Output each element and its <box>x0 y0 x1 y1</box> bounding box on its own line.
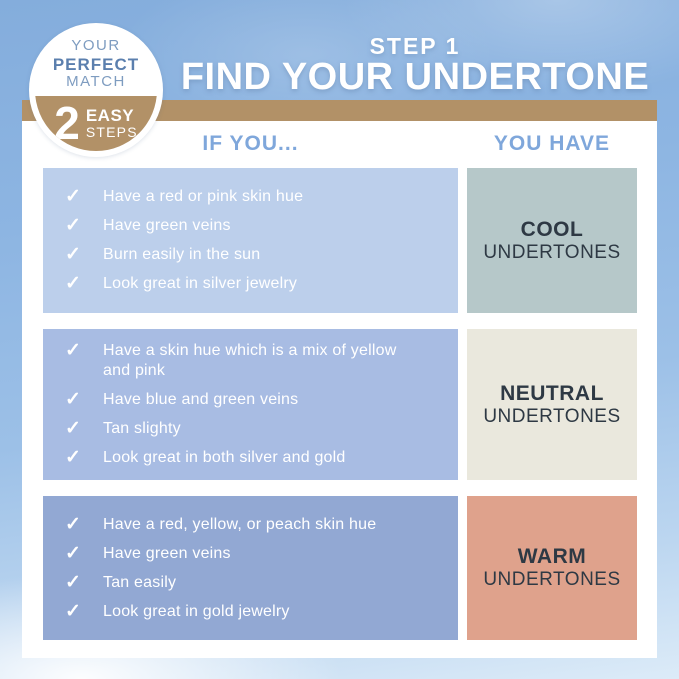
checkmark-icon: ✓ <box>65 571 81 593</box>
checklist-item-text: Tan easily <box>103 573 177 591</box>
checklist-item <box>65 544 458 564</box>
badge-line-perfect: PERFECT <box>52 54 140 74</box>
checklist-item-text: Have a red or pink skin hue <box>103 188 304 205</box>
checklist-box-cool <box>43 168 458 313</box>
badge-steps-label <box>86 107 138 140</box>
checklist-item-text: Have green veins <box>103 217 231 234</box>
checkmark-icon: ✓ <box>65 340 81 361</box>
checkmark-icon: ✓ <box>65 418 81 439</box>
checkmark-icon: ✓ <box>65 513 81 535</box>
badge-line-your: YOUR <box>71 37 121 54</box>
result-subtitle: UNDERTONES <box>483 569 621 591</box>
checkmark-icon: ✓ <box>65 215 81 236</box>
result-word: NEUTRAL <box>500 381 604 405</box>
badge-circle <box>35 29 157 151</box>
badge-steps-word: STEPS <box>85 123 138 140</box>
checklist-item <box>65 515 458 535</box>
checklist-item-text: Have blue and green veins <box>103 391 299 408</box>
checklist-item <box>65 274 458 294</box>
checklist-item <box>65 573 458 593</box>
result-box-cool <box>467 168 637 313</box>
checklist-item-text: Have a red, yellow, or peach skin hue <box>103 515 377 533</box>
checkmark-icon: ✓ <box>65 542 81 564</box>
column-header-you-have: YOU HAVE <box>493 132 611 155</box>
checklist-box-warm <box>43 496 458 640</box>
result-word: COOL <box>520 217 584 241</box>
badge-line-match: MATCH <box>66 72 126 90</box>
badge-steps-group <box>35 99 157 147</box>
step-label: STEP 1 <box>369 33 461 59</box>
result-subtitle: UNDERTONES <box>483 241 621 263</box>
badge-tagline <box>35 38 157 91</box>
checklist-item-text: Have a skin hue which is a mix of yellow and pink <box>103 342 397 379</box>
result-word: WARM <box>517 545 587 568</box>
badge-step-number: 2 <box>54 97 80 149</box>
checklist-item <box>65 448 458 468</box>
checklist-item <box>65 245 458 265</box>
checklist-item <box>65 602 458 622</box>
checklist-item <box>65 419 458 439</box>
checklist-item <box>65 341 458 381</box>
result-subtitle: UNDERTONES <box>483 405 621 427</box>
page-title: FIND YOUR UNDERTONE <box>180 56 650 98</box>
checklist-item <box>65 390 458 410</box>
checkmark-icon: ✓ <box>65 600 81 622</box>
badge-easy-label: EASY <box>85 105 135 125</box>
checkmark-icon: ✓ <box>65 389 81 410</box>
checklist-item <box>65 216 458 236</box>
result-box-neutral <box>467 329 637 480</box>
checkmark-icon: ✓ <box>65 447 81 468</box>
checklist-item-text: Have green veins <box>103 544 231 562</box>
checklist-item <box>65 187 458 207</box>
result-box-warm <box>467 496 637 640</box>
checklist-item-text: Tan slighty <box>103 420 181 437</box>
checklist-item-text: Look great in silver jewelry <box>103 275 298 292</box>
checkmark-icon: ✓ <box>65 244 81 265</box>
column-header-if-you: IF YOU... <box>202 132 299 155</box>
perfect-match-badge <box>29 23 163 157</box>
checklist-item-text: Burn easily in the sun <box>103 246 261 263</box>
checklist-item-text: Look great in gold jewelry <box>103 602 290 620</box>
checkmark-icon: ✓ <box>65 273 81 294</box>
checklist-item-text: Look great in both silver and gold <box>103 449 346 466</box>
checklist-box-neutral <box>43 329 458 480</box>
checkmark-icon: ✓ <box>65 186 81 207</box>
